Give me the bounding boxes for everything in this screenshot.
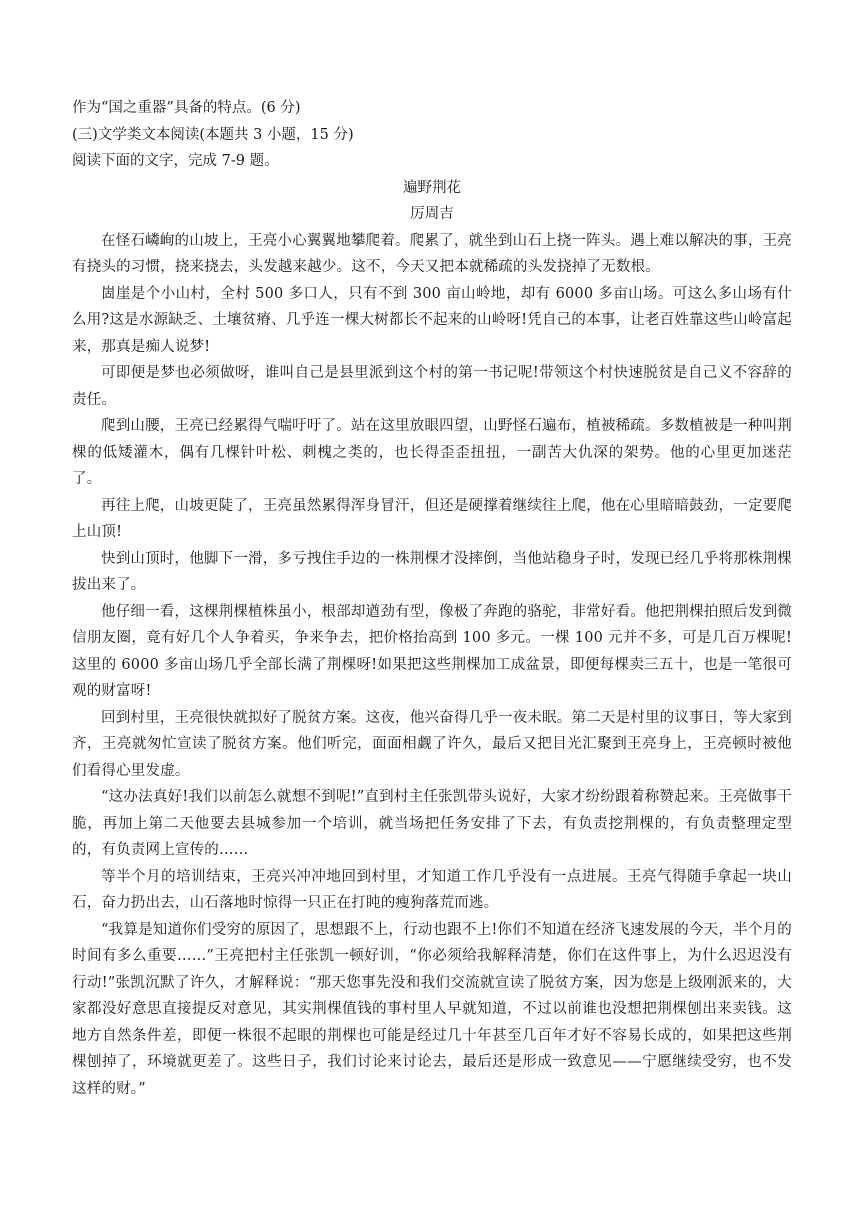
article-author: 厉周吉 [410,206,454,222]
article-title: 遍野荆花 [403,179,461,196]
article-paragraph-1: 在怪石嶙峋的山坡上，王亮小心翼翼地攀爬着。爬累了，就坐到山石上挠一阵头。遇上难以解决的事，王亮有挠头的习惯，挠来挠去，头发越来越少。这不，今天又把本就稀疏的头发挠掉了无数根。 [72,232,792,275]
article-paragraph-9: “这办法真好!我们以前怎么就想不到呢!”直到村主任张凯带头说好，大家才纷纷跟着称赞起来。王亮做事干脆，再加上第二天他要去县城参加一个培训，就当场把任务安排了下去，有负责挖荆棵的，有负责整理定型的，有负责网上宣传的…… [72,789,792,858]
article-paragraph-5: 再往上爬，山坡更陡了，王亮虽然累得浑身冒汗，但还是硬撑着继续往上爬，他在心里暗暗鼓劲，一定要爬上山顶! [72,497,792,540]
article-paragraph-10: 等半个月的培训结束，王亮兴冲冲地回到村里，才知道工作几乎没有一点进展。王亮气得随手拿起一块山石，奋力扔出去，山石落地时惊得一只正在打盹的瘦狗落荒而逃。 [72,868,792,911]
article-paragraph-8: 回到村里，王亮很快就拟好了脱贫方案。这夜，他兴奋得几乎一夜未眠。第二天是村里的议事日，等大家到齐，王亮就匆忙宣读了脱贫方案。他们听完，面面相觑了许久，最后又把目光汇聚到王亮身上，王亮顿时被他们看得心里发虚。 [72,709,792,779]
header-line-1: 作为“国之重器”具备的特点。(6 分) [72,100,301,116]
article-paragraph-6: 快到山顶时，他脚下一滑，多亏拽住手边的一株荆棵才没摔倒，当他站稳身子时，发现已经几乎将那株荆棵拔出来了。 [72,550,792,593]
article-paragraph-11: “我算是知道你们受穷的原因了，思想跟不上，行动也跟不上!你们不知道在经济飞速发展的今天，半个月的时间有多么重要……”王亮把村主任张凯一顿好训，“你必须给我解释清楚，你们在这件事上，为什么迟迟没有行动!”张凯沉默了许久，才解释说：“那天您事先没和我们交流就宣读了脱贫方案，因为您是上级刚派来的，大家都没好意思直接提反对意见，其实荆棵值钱的事村里人早就知道，不过以前谁也没想把荆棵刨出来卖钱。这地方自然条件差，即便一株很不起眼的荆棵也可能是经过几十年甚至几百年才好不容易长成的，如果把这些荆棵刨掉了，环境就更差了。这些日子，我们讨论来讨论去，最后还是形成一致意见——宁愿继续受穷，也不发这样的财。” [72,921,792,1097]
section-heading: (三)文学类文本阅读(本题共 3 小题，15 分) [72,126,354,143]
article-paragraph-2: 崮崖是个小山村，全村 500 多口人，只有不到 300 亩山岭地，却有 6000 多亩山场。可这么多山场有什么用?这是水源缺乏、土壤贫瘠、几乎连一棵大树都长不起来的山岭呀!凭自己的本事，让老百姓靠这些山岭富起来，那真是痴人说梦! [72,285,792,355]
article-paragraph-7: 他仔细一看，这棵荆棵植株虽小，根部却遒劲有型，像极了奔跑的骆驼，非常好看。他把荆棵拍照后发到微信朋友圈，竟有好几个人争着买，争来争去，把价格抬高到 100 多元。一棵 100 元并不多，可是几百万棵呢!这里的 6000 多亩山场几乎全部长满了荆棵呀!如果把这些荆棵加工成盆景，即便每棵卖三五十，也是一笔很可观的财富呀! [72,603,792,699]
reading-instruction: 阅读下面的文字，完成 7-9 题。 [72,153,279,169]
article-paragraph-4: 爬到山腰，王亮已经累得气喘吁吁了。站在这里放眼四望，山野怪石遍布，植被稀疏。多数植被是一种叫荆棵的低矮灌木，偶有几棵针叶松、刺槐之类的，也长得歪歪扭扭，一副苦大仇深的架势。他的心里更加迷茫了。 [72,418,792,487]
article-paragraph-3: 可即便是梦也必须做呀，谁叫自己是县里派到这个村的第一书记呢!带领这个村快速脱贫是自己义不容辞的责任。 [72,365,792,408]
